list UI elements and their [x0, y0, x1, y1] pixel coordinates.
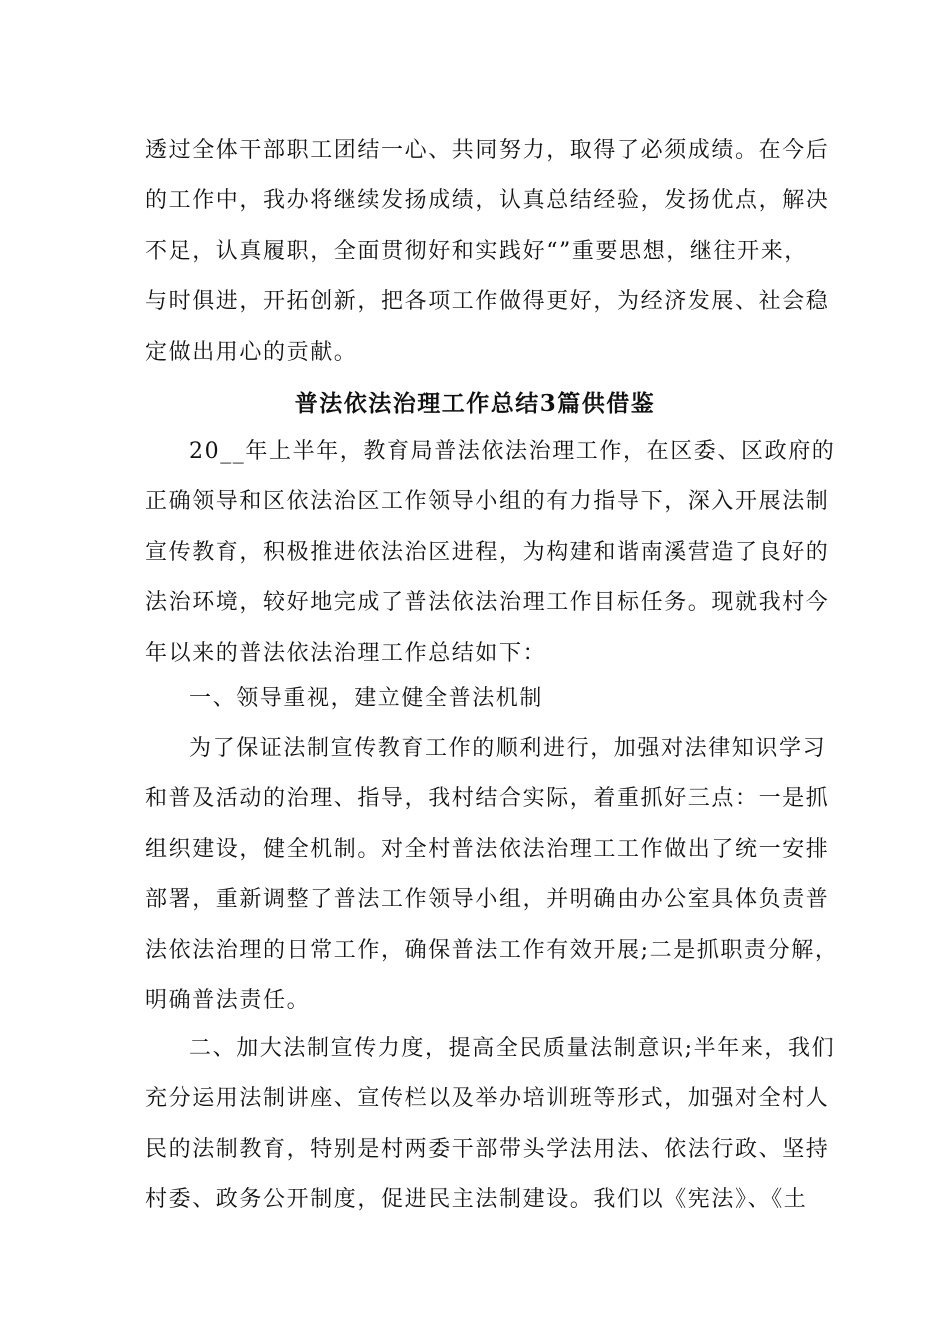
- section-title: 普法依法治理工作总结3篇供借鉴: [294, 390, 656, 417]
- paragraph-line: 充分运用法制讲座、宣传栏以及举办培训班等形式，加强对全村人: [145, 1086, 830, 1111]
- paragraph-line: 和普及活动的治理、指导，我村结合实际，着重抓好三点：一是抓: [145, 786, 830, 811]
- paragraph-line: 村委、政务公开制度，促进民主法制建设。我们以《宪法》、《土: [145, 1187, 808, 1212]
- paragraph-line: 法依法治理的日常工作，确保普法工作有效开展;二是抓职责分解，: [145, 938, 839, 963]
- paragraph-line: 正确领导和区依法治区工作领导小组的有力指导下，深入开展法制: [145, 489, 830, 514]
- paragraph-line: 宣传教育，积极推进依法治区进程，为构建和谐南溪营造了良好的: [145, 540, 830, 565]
- paragraph-line: 年以来的普法依法治理工作总结如下：: [145, 641, 547, 666]
- paragraph-line: 与时俱进，开拓创新，把各项工作做得更好，为经济发展、社会稳: [145, 289, 830, 314]
- paragraph-line: 二、加大法制宣传力度，提高全民质量法制意识;半年来，我们: [189, 1036, 836, 1061]
- paragraph-line: 定做出用心的贡献。: [145, 340, 358, 365]
- paragraph-line: 部署，重新调整了普法工作领导小组，并明确由办公室具体负责普: [145, 887, 830, 912]
- paragraph-line: 20__年上半年，教育局普法依法治理工作，在区委、区政府的: [189, 439, 836, 464]
- paragraph-line: 透过全体干部职工团结一心、共同努力，取得了必须成绩。在今后: [145, 138, 830, 163]
- paragraph-line: 民的法制教育，特别是村两委干部带头学法用法、依法行政、坚持: [145, 1137, 830, 1162]
- paragraph-line: 组织建设，健全机制。对全村普法依法治理工工作做出了统一安排: [145, 837, 830, 862]
- paragraph-line: 不足，认真履职，全面贯彻好和实践好“”重要思想，继往开来，: [145, 239, 808, 264]
- paragraph-line: 法治环境，较好地完成了普法依法治理工作目标任务。现就我村今: [145, 590, 830, 615]
- paragraph-line: 为了保证法制宣传教育工作的顺利进行，加强对法律知识学习: [189, 736, 827, 761]
- paragraph-line: 的工作中，我办将继续发扬成绩，认真总结经验，发扬优点，解决: [145, 188, 830, 213]
- paragraph-line: 明确普法责任。: [145, 988, 311, 1013]
- subheading: 一、领导重视，建立健全普法机制: [189, 686, 544, 711]
